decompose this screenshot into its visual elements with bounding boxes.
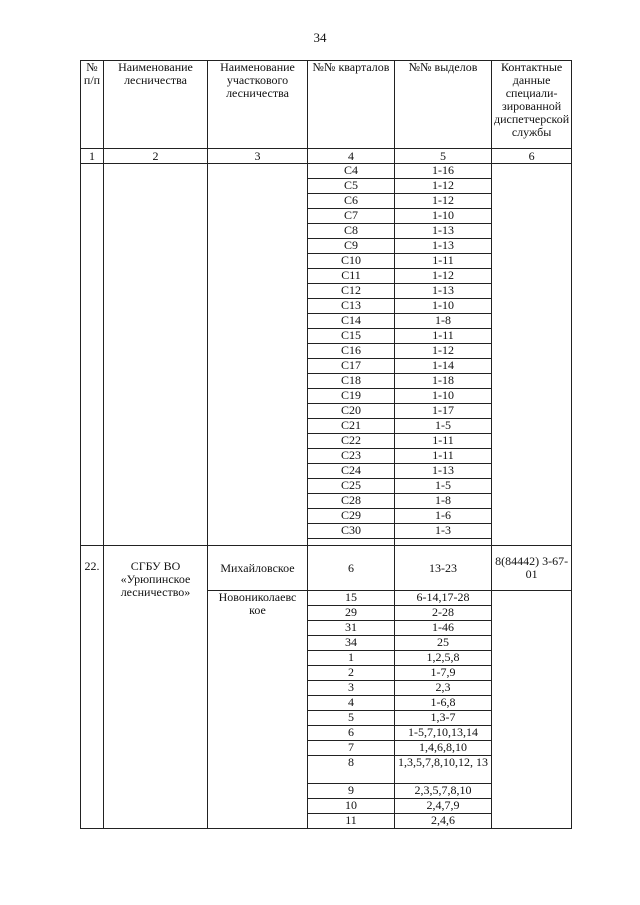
cell-empty — [492, 164, 572, 546]
header-kvartaly: №№ кварталов — [308, 61, 395, 149]
cell-kvartal: С13 — [308, 299, 395, 314]
contact-info: 8(84442) 3-67-01 — [492, 546, 572, 591]
cell-vydel: 1-14 — [395, 359, 492, 374]
cell-kvartal: 34 — [308, 636, 395, 651]
cell-vydel: 1-16 — [395, 164, 492, 179]
cell-vydel: 1-10 — [395, 389, 492, 404]
cell-kvartal: 11 — [308, 814, 395, 829]
cell-vydel: 1-8 — [395, 494, 492, 509]
cell-kvartal: С4 — [308, 164, 395, 179]
cell-empty — [81, 164, 104, 546]
cell-empty — [308, 539, 395, 546]
cell-vydel: 1-11 — [395, 434, 492, 449]
cell-vydel: 1-46 — [395, 621, 492, 636]
cell-vydel: 1-11 — [395, 254, 492, 269]
cell-vydel: 1-17 — [395, 404, 492, 419]
cell-vydel: 1-3 — [395, 524, 492, 539]
cell-vydel: 1-8 — [395, 314, 492, 329]
cell-vydel: 1,2,5,8 — [395, 651, 492, 666]
cell-kvartal: 3 — [308, 681, 395, 696]
col-number: 5 — [395, 149, 492, 164]
header-num: № п/п — [81, 61, 104, 149]
header-district: Наименование участкового лесничества — [208, 61, 308, 149]
cell-vydel: 1-13 — [395, 239, 492, 254]
cell-kvartal: С8 — [308, 224, 395, 239]
cell-kvartal: 6 — [308, 726, 395, 741]
cell-kvartal: 6 — [308, 546, 395, 591]
cell-vydel: 2-28 — [395, 606, 492, 621]
cell-vydel: 1-18 — [395, 374, 492, 389]
table-row — [81, 164, 572, 179]
cell-kvartal: С29 — [308, 509, 395, 524]
cell-vydel: 25 — [395, 636, 492, 651]
cell-vydel: 1-10 — [395, 299, 492, 314]
cell-vydel: 1-5 — [395, 419, 492, 434]
cell-vydel: 1-11 — [395, 329, 492, 344]
cell-kvartal: С9 — [308, 239, 395, 254]
cell-kvartal: 31 — [308, 621, 395, 636]
cell-kvartal: 2 — [308, 666, 395, 681]
cell-kvartal: С17 — [308, 359, 395, 374]
cell-empty — [395, 539, 492, 546]
cell-kvartal: С6 — [308, 194, 395, 209]
col-number: 2 — [104, 149, 208, 164]
cell-kvartal: С24 — [308, 464, 395, 479]
col-number: 1 — [81, 149, 104, 164]
header-leskhoz: Наименование лесничества — [104, 61, 208, 149]
cell-vydel: 1,3-7 — [395, 711, 492, 726]
cell-kvartal: 1 — [308, 651, 395, 666]
cell-vydel: 1-10 — [395, 209, 492, 224]
cell-vydel: 1-13 — [395, 464, 492, 479]
cell-vydel: 2,3,5,7,8,10 — [395, 784, 492, 799]
cell-vydel: 1-5 — [395, 479, 492, 494]
cell-empty — [104, 164, 208, 546]
cell-kvartal: С28 — [308, 494, 395, 509]
cell-empty — [208, 164, 308, 546]
cell-kvartal: С14 — [308, 314, 395, 329]
cell-kvartal: С12 — [308, 284, 395, 299]
cell-vydel: 1-12 — [395, 179, 492, 194]
cell-vydel: 1,4,6,8,10 — [395, 741, 492, 756]
cell-vydel: 1,3,5,7,8,10,12, 13 — [395, 756, 492, 784]
cell-kvartal: С19 — [308, 389, 395, 404]
header-contacts: Контактные данные специали-зированной диспетчерской службы — [492, 61, 572, 149]
cell-kvartal: С15 — [308, 329, 395, 344]
cell-kvartal: 4 — [308, 696, 395, 711]
cell-kvartal: С25 — [308, 479, 395, 494]
cell-empty — [492, 591, 572, 829]
table-body — [81, 164, 572, 829]
cell-vydel: 1-6,8 — [395, 696, 492, 711]
cell-vydel: 1-12 — [395, 269, 492, 284]
cell-vydel: 1-11 — [395, 449, 492, 464]
cell-vydel: 13-23 — [395, 546, 492, 591]
cell-vydel: 2,4,7,9 — [395, 799, 492, 814]
page-number: 34 — [313, 30, 327, 45]
cell-kvartal: С23 — [308, 449, 395, 464]
cell-kvartal: 9 — [308, 784, 395, 799]
entry-number: 22. — [81, 546, 104, 829]
cell-kvartal: С10 — [308, 254, 395, 269]
cell-vydel: 1-7,9 — [395, 666, 492, 681]
cell-kvartal: С22 — [308, 434, 395, 449]
cell-kvartal: С21 — [308, 419, 395, 434]
cell-kvartal: С7 — [308, 209, 395, 224]
cell-kvartal: С11 — [308, 269, 395, 284]
leskhoz-name: СГБУ ВО «Урюпинское лесничество» — [104, 546, 208, 829]
cell-vydel: 1-12 — [395, 194, 492, 209]
cell-kvartal: С30 — [308, 524, 395, 539]
col-number: 3 — [208, 149, 308, 164]
cell-kvartal: С5 — [308, 179, 395, 194]
cell-vydel: 1-12 — [395, 344, 492, 359]
district-name: Новониколаевс кое — [208, 591, 308, 829]
header-vydely: №№ выделов — [395, 61, 492, 149]
cell-vydel: 1-13 — [395, 224, 492, 239]
cell-kvartal: С16 — [308, 344, 395, 359]
cell-vydel: 1-6 — [395, 509, 492, 524]
cell-kvartal: 5 — [308, 711, 395, 726]
cell-kvartal: 7 — [308, 741, 395, 756]
cell-kvartal: 10 — [308, 799, 395, 814]
cell-vydel: 1-5,7,10,13,14 — [395, 726, 492, 741]
cell-vydel: 2,4,6 — [395, 814, 492, 829]
cell-vydel: 1-13 — [395, 284, 492, 299]
cell-vydel: 2,3 — [395, 681, 492, 696]
col-number: 4 — [308, 149, 395, 164]
cell-kvartal: 29 — [308, 606, 395, 621]
district-name: Михайловское — [208, 546, 308, 591]
cell-kvartal: 15 — [308, 591, 395, 606]
table-row — [81, 546, 572, 591]
cell-kvartal: 8 — [308, 756, 395, 784]
cell-kvartal: С18 — [308, 374, 395, 389]
cell-kvartal: С20 — [308, 404, 395, 419]
col-number: 6 — [492, 149, 572, 164]
forestry-table — [80, 60, 572, 829]
cell-vydel: 6-14,17-28 — [395, 591, 492, 606]
